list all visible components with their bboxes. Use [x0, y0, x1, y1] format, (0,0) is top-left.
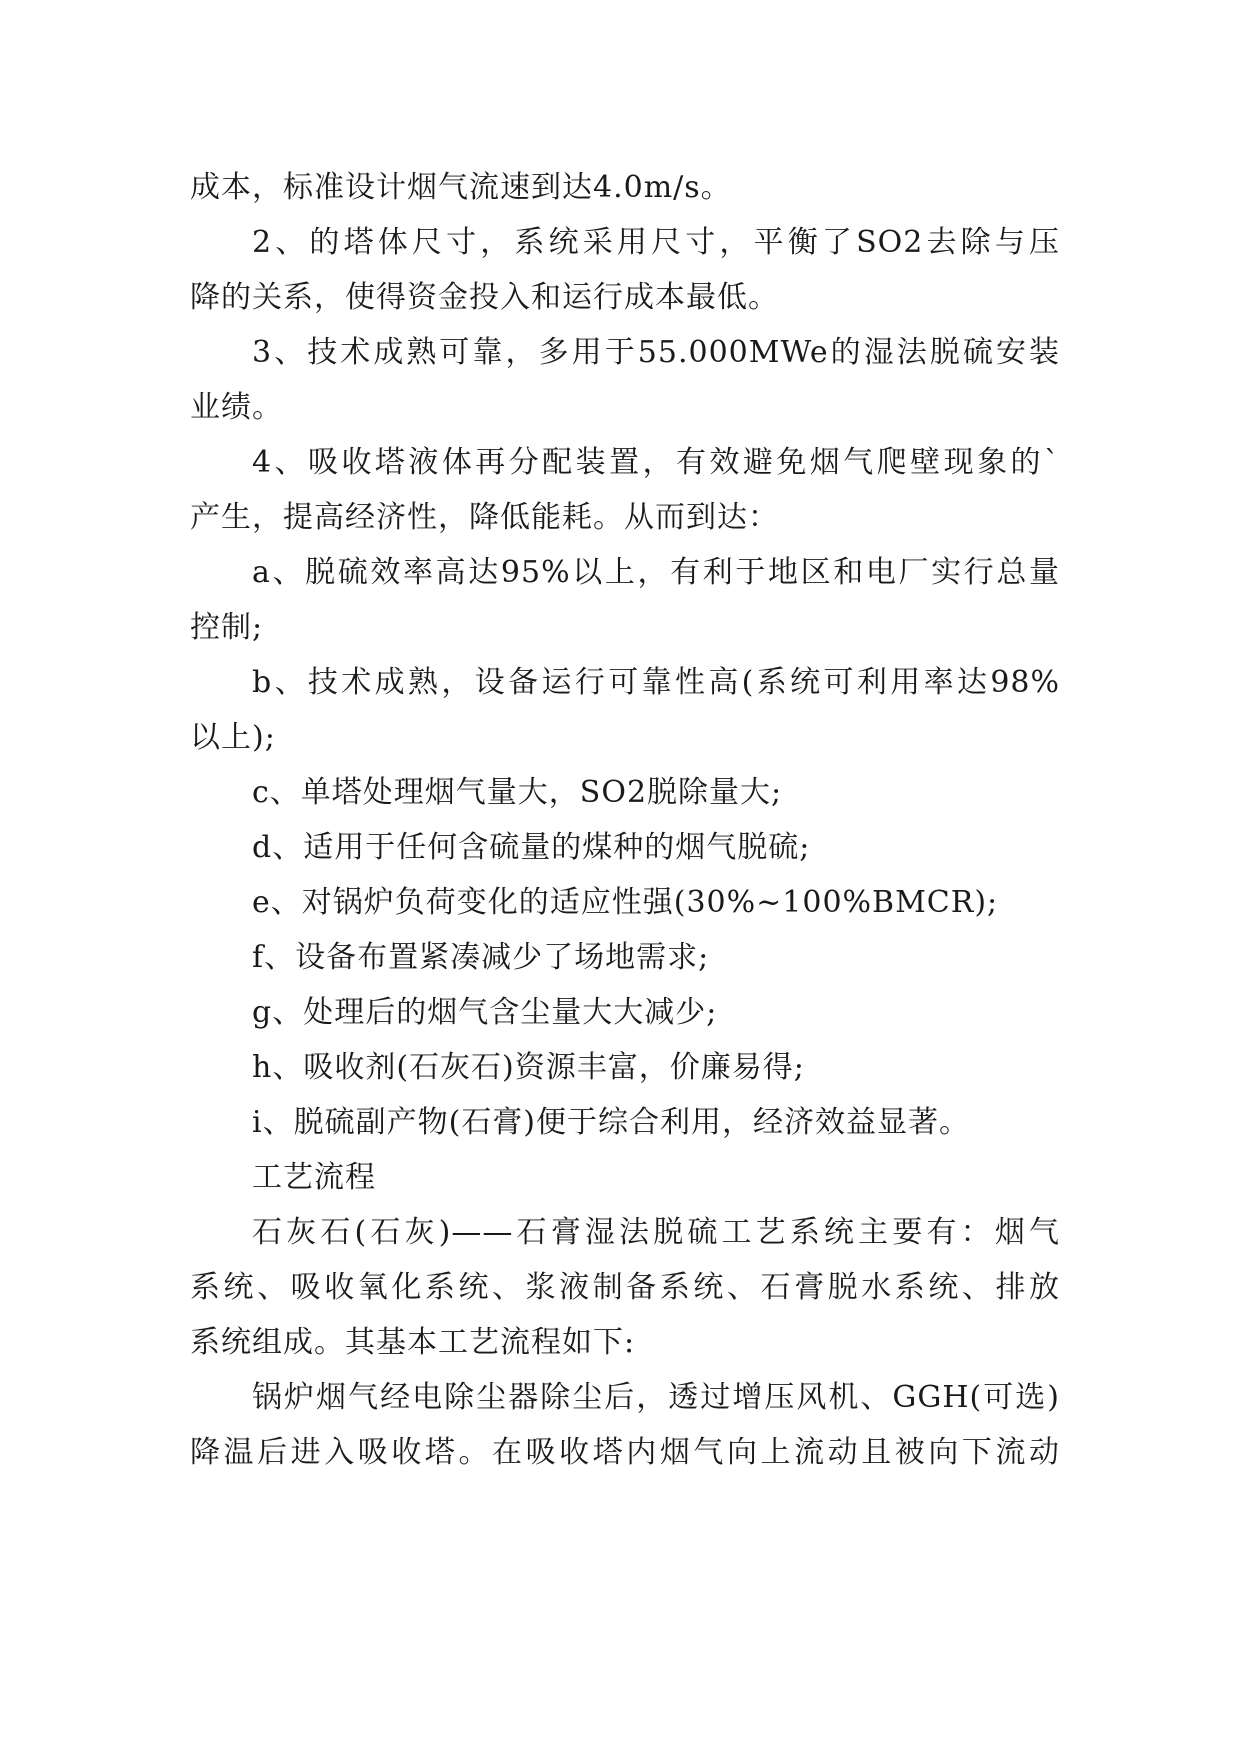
text-line-23: 锅炉烟气经电除尘器除尘后，透过增压风机、GGH(可选) — [252, 1380, 1060, 1415]
text-line-13: d、适用于任何含硫量的煤种的烟气脱硫; — [252, 830, 811, 865]
text-line-24: 降温后进入吸收塔。在吸收塔内烟气向上流动且被向下流动 — [190, 1435, 1060, 1470]
text-line-11: 以上); — [190, 720, 276, 755]
text-line-9: 控制; — [190, 610, 264, 645]
text-line-12: c、单塔处理烟气量大，SO2脱除量大; — [252, 775, 783, 810]
text-line-22: 系统组成。其基本工艺流程如下: — [190, 1325, 636, 1360]
text-line-16: g、处理后的烟气含尘量大大减少; — [252, 995, 718, 1030]
section-heading: 工艺流程 — [252, 1160, 376, 1195]
text-line-7: 产生，提高经济性，降低能耗。从而到达： — [190, 500, 779, 535]
text-line-4: 3、技术成熟可靠，多用于55.000MWe的湿法脱硫安装 — [252, 335, 1060, 370]
text-line-1: 成本，标准设计烟气流速到达4.0m/s。 — [190, 170, 732, 205]
text-line-6: 4、吸收塔液体再分配装置，有效避免烟气爬壁现象的` — [252, 445, 1060, 480]
text-line-20: 石灰石(石灰)——石膏湿法脱硫工艺系统主要有：烟气 — [252, 1215, 1060, 1250]
text-line-5: 业绩。 — [190, 390, 283, 425]
text-line-3: 降的关系，使得资金投入和运行成本最低。 — [190, 280, 779, 315]
text-line-21: 系统、吸收氧化系统、浆液制备系统、石膏脱水系统、排放 — [190, 1270, 1060, 1305]
text-line-15: f、设备布置紧凑减少了场地需求; — [252, 940, 710, 975]
text-line-8: a、脱硫效率高达95%以上，有利于地区和电厂实行总量 — [252, 555, 1060, 590]
text-line-14: e、对锅炉负荷变化的适应性强(30%~100%BMCR); — [252, 885, 999, 920]
text-line-18: i、脱硫副产物(石膏)便于综合利用，经济效益显著。 — [252, 1105, 971, 1140]
text-line-10: b、技术成熟，设备运行可靠性高(系统可利用率达98% — [252, 665, 1060, 700]
text-line-2: 2、的塔体尺寸，系统采用尺寸，平衡了SO2去除与压 — [252, 225, 1060, 260]
text-line-17: h、吸收剂(石灰石)资源丰富，价廉易得; — [252, 1050, 805, 1085]
